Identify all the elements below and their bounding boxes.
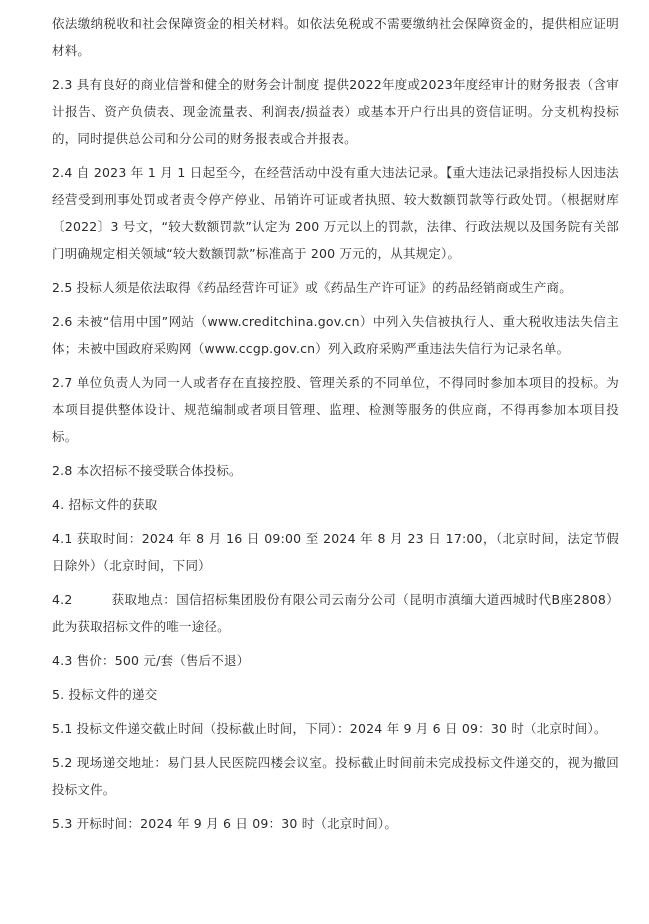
paragraph-2-4-no-violation: 2.4 自 2023 年 1 月 1 日起至今，在经营活动中没有重大违法记录。【重大违法记录指投标人因违法经营受到刑事处罚或者责令停产停业、吊销许可证或者执照、较大数额罚款等行政处罚。（根据财库〔2022〕3 号文，“较大数额罚款”认定为 200 万元以上的罚款，法律、行政法规以及国务院有关部门明确规定相关领域“较大数额罚款”标准高于 200 万元的，从其规定）。 [52, 165, 619, 261]
paragraph-5-2-address: 5.2 现场递交地址：易门县人民医院四楼会议室。投标截止时间前未完成投标文件递交的，视为撤回投标文件。 [52, 755, 619, 797]
paragraph-5-1-deadline: 5.1 投标文件递交截止时间（投标截止时间，下同）：2024 年 9 月 6 日 09：30 时（北京时间）。 [52, 721, 607, 736]
paragraph-2-6-credit: 2.6 未被“信用中国”网站（www.creditchina.gov.cn）中列入失信被执行人、重大税收违法失信主体；未被中国政府采购网（www.ccgp.gov.cn）列入政府采购严重违法失信行为记录名单。 [52, 314, 619, 356]
paragraph-4-3-price: 4.3 售价：500 元/套（售后不退） [52, 653, 250, 668]
paragraph-2-5-license: 2.5 投标人须是依法取得《药品经营许可证》或《药品生产许可证》的药品经销商或生产商。 [52, 280, 572, 295]
paragraph-tax-materials: 依法缴纳税收和社会保障资金的相关材料。如依法免税或不需要缴纳社会保障资金的，提供相应证明材料。 [52, 16, 619, 58]
section-heading-4: 4. 招标文件的获取 [52, 497, 158, 512]
paragraph-2-7-relationship: 2.7 单位负责人为同一人或者存在直接控股、管理关系的不同单位，不得同时参加本项目的投标。为本项目提供整体设计、规范编制或者项目管理、监理、检测等服务的供应商，不得再参加本项目投标。 [52, 375, 619, 444]
paragraph-5-3-opening: 5.3 开标时间：2024 年 9 月 6 日 09：30 时（北京时间）。 [52, 816, 398, 831]
paragraph-2-3-financial: 2.3 具有良好的商业信誉和健全的财务会计制度 提供2022年度或2023年度经审计的财务报表（含审计报告、资产负债表、现金流量表、利润表/损益表）或基本开户行出具的资信证明。分支机构投标的，同时提供总公司和分公司的财务报表或合并报表。 [52, 77, 619, 146]
paragraph-4-1-time: 4.1 获取时间：2024 年 8 月 16 日 09:00 至 2024 年 8 月 23 日 17:00，（北京时间，法定节假日除外）（北京时间，下同） [52, 531, 619, 573]
paragraph-4-2-location: 4.2 获取地点：国信招标集团股份有限公司云南分公司（昆明市滇缅大道西城时代B座2808）此为获取招标文件的唯一途径。 [52, 592, 619, 634]
paragraph-2-8-consortium: 2.8 本次招标不接受联合体投标。 [52, 463, 242, 478]
section-heading-5: 5. 投标文件的递交 [52, 687, 158, 702]
